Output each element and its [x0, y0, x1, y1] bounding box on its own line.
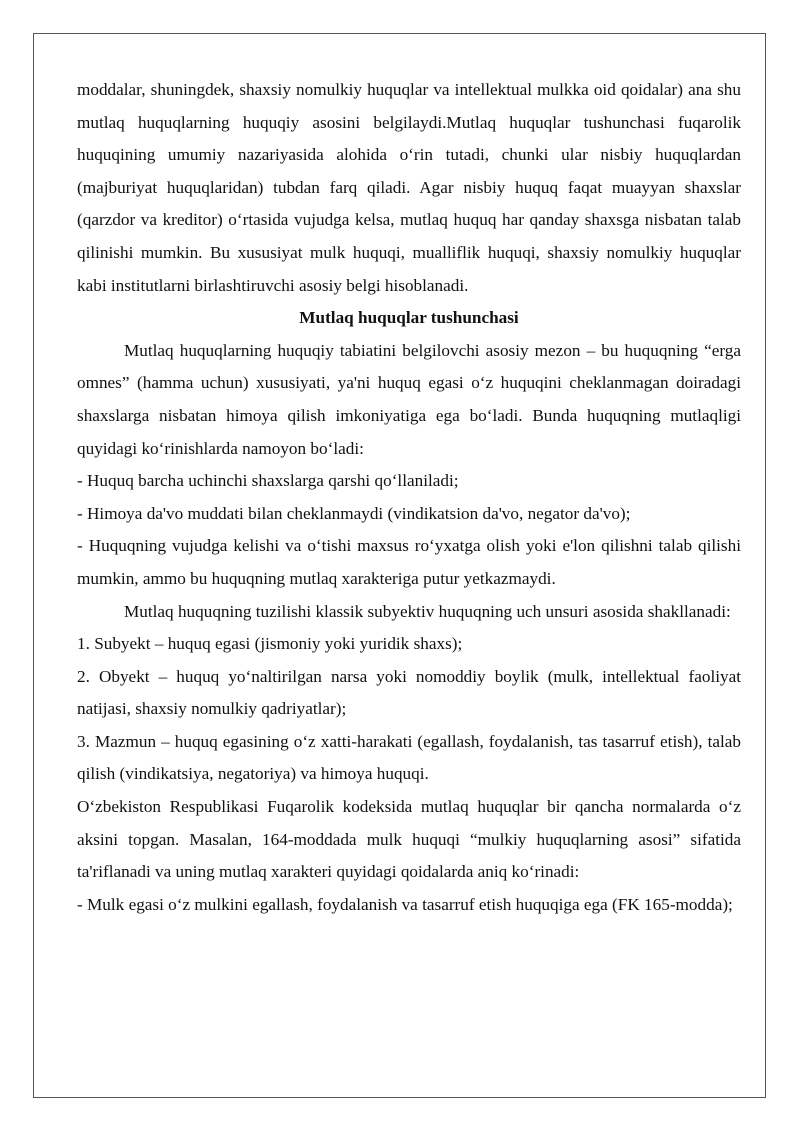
list-item-object: 2. Obyekt – huquq yo‘naltirilgan narsa yoki nomoddiy boylik (mulk, intellektual faoliyat natijasi, shaxsiy nomulkiy qadriyatlar);	[77, 666, 741, 719]
bullet-limitation: - Himoya da'vo muddati bilan cheklanmaydi (vindikatsion da'vo, negator da'vo);	[77, 503, 631, 523]
paragraph-civil-code: O‘zbekiston Respublikasi Fuqarolik kodeksida mutlaq huquqlar bir qancha normalarda o‘z aksini topgan. Masalan, 164-moddada mulk huquqi “mulkiy huquqlarning asosi” sifatida ta'riflanadi va uning mutlaq xarakteri quyidagi qoidalarda aniq ko‘rinadi:	[77, 797, 741, 882]
bullet-owner-rights: - Mulk egasi o‘z mulkini egallash, foydalanish va tasarruf etish huquqiga ega (FK 165-modda);	[77, 894, 733, 914]
section-heading: Mutlaq huquqlar tushunchasi	[299, 308, 519, 328]
opening-paragraph: moddalar, shuningdek, shaxsiy nomulkiy huquqlar va intellektual mulkka oid qoidalar) ana shu mutlaq huquqlarning huquqiy asosini belgilaydi.Mutlaq huquqlar tushunchasi fuqarolik huquqining umumiy nazariyasida alohida o‘rin tutadi, chunki ular nisbiy huquqlardan (majburiyat huquqlaridan) tubdan farq qiladi. Agar nisbiy huquq faqat muayyan shaxslar (qarzdor va kreditor) o‘rtasida vujudga kelsa, mutlaq huquq har qanday shaxsga nisbatan talab qilinishi mumkin. Bu xususiyat mulk huquqi, mualliflik huquqi, shaxsiy nomulkiy huquqlar kabi institutlarni birlashtiruvchi asosiy belgi hisoblanadi.	[77, 80, 741, 295]
paragraph-structure: Mutlaq huquqning tuzilishi klassik subyektiv huquqning uch unsuri asosida shakllanadi:	[124, 601, 731, 621]
document-body	[77, 74, 741, 921]
list-item-subject: 1. Subyekt – huquq egasi (jismoniy yoki yuridik shaxs);	[77, 634, 463, 654]
bullet-third-parties: - Huquq barcha uchinchi shaxslarga qarshi qo‘llaniladi;	[77, 471, 459, 491]
bullet-registration: - Huquqning vujudga kelishi va o‘tishi maxsus ro‘yxatga olish yoki e'lon qilishni talab qilishi mumkin, ammo bu huquqning mutlaq xarakteriga putur yetkazmaydi.	[77, 536, 741, 588]
list-item-content: 3. Mazmun – huquq egasining o‘z xatti-harakati (egallash, foydalanish, tas tasarruf etish), talab qilish (vindikatsiya, negatoriya) va himoya huquqi.	[77, 731, 741, 784]
paragraph-erga-omnes: Mutlaq huquqlarning huquqiy tabiatini belgilovchi asosiy mezon – bu huquqning “erga omnes” (hamma uchun) xususiyati, ya'ni huquq egasi o‘z huquqini cheklanmagan doiradagi shaxslarga nisbatan himoya qilish imkoniyatiga ega bo‘ladi. Bunda huquqning mutlaqligi quyidagi ko‘rinishlarda namoyon bo‘ladi:	[77, 340, 741, 458]
